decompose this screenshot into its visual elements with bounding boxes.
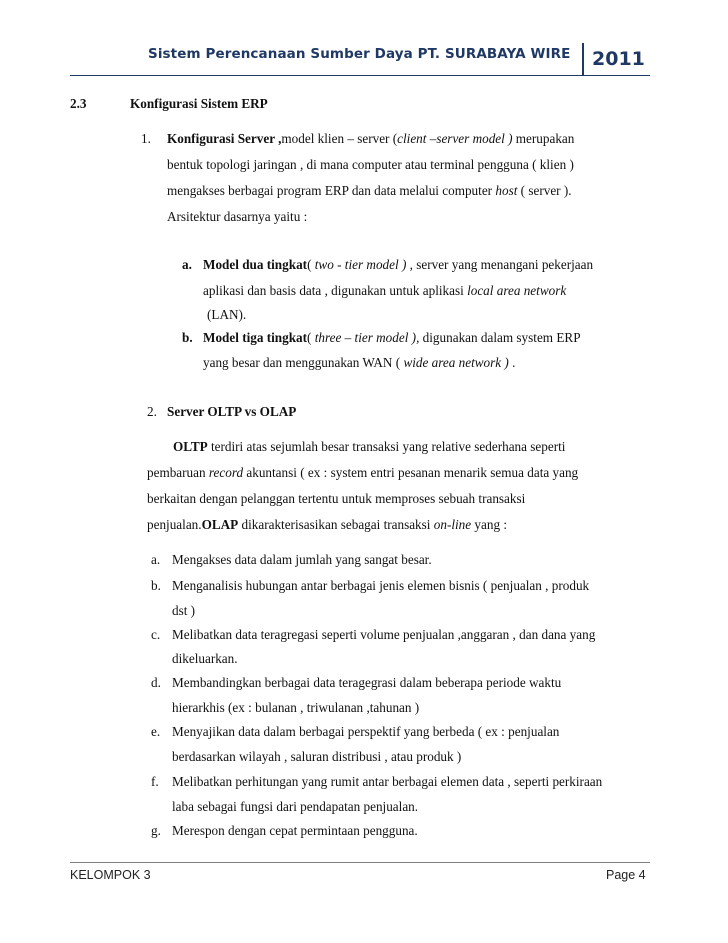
footer-group-label: KELOMPOK 3 [70,868,151,882]
olap-a-num: a. [151,552,161,567]
olap-b-line1: Menganalisis hubungan antar berbagai jenis elemen bisnis ( penjualan , produk [172,578,590,593]
item1-l3i: host [495,183,518,198]
item1-l3b: ( server ). [517,183,572,198]
item2-number: 2. [147,404,157,419]
item1b-l1a: ( [307,330,315,345]
olap-d-line1: Membandingkan berbagai data teragegrasi dalam beberapa periode waktu [172,675,562,690]
item2-p2b: akuntansi ( ex : system entri pesanan menarik semua data yang [243,465,579,480]
olap-c-line2: dikeluarkan. [172,651,238,666]
footer-divider [70,862,650,863]
olap-d-num: d. [151,675,161,690]
item2-para-line4 [147,517,507,533]
item2-para-line3: berkaitan dengan pelanggan tertentu untuk memproses sebuah transaksi [147,491,526,506]
item2-p2a: pembaruan [147,465,209,480]
item1a-l1i: two - tier model ) [314,257,407,272]
header-title: Sistem Perencanaan Sumber Daya PT. SURABAYA WIRE [148,46,571,62]
item1-line2: bentuk topologi jaringan , di mana computer atau terminal pengguna ( klien ) [167,157,574,172]
item2-para-line2 [147,465,643,481]
olap-f-line1: Melibatkan perhitungan yang rumit antar berbagai elemen data , seperti perkiraan [172,774,603,789]
item1a-l1a: ( [307,257,315,272]
item2-p2i: record [208,465,244,480]
item1-line3 [167,183,643,199]
olap-b-line2: dst ) [172,603,196,618]
item1b-l2a: yang besar dan menggunakan WAN ( [203,355,404,370]
item1b-line1 [203,330,643,346]
olap-c-line1: Melibatkan data teragregasi seperti volume penjualan ,anggaran , dan dana yang [172,627,596,642]
item1-line1 [167,131,643,147]
item2-olap-bold: OLAP [201,517,239,532]
item2-title: Server OLTP vs OLAP [167,404,297,419]
item1-l3a: mengakses berbagai program ERP dan data melalui computer [167,183,496,198]
item1a-l1b: , server yang menangani pekerjaan [406,257,594,272]
section-title: Konfigurasi Sistem ERP [130,96,268,111]
item1-l1i: client –server model ) [397,131,513,146]
item1b-bold: Model tiga tingkat [203,330,308,345]
header-year: 2011 [582,43,645,75]
item1b-number: b. [182,330,193,345]
olap-b-num: b. [151,578,161,593]
item1-line4: Arsitektur dasarnya yaitu : [167,209,308,224]
item1b-l1b: digunakan dalam system ERP [419,330,581,345]
item1-number: 1. [141,131,151,146]
item2-p4c: yang : [471,517,508,532]
item1a-line2 [203,283,643,299]
item1b-l1i: three – tier model ), [314,330,420,345]
item1a-number: a. [182,257,192,272]
footer-page-number: Page 4 [606,868,646,882]
item1a-line1 [203,257,643,273]
header-divider [70,75,650,76]
item1a-bold: Model dua tingkat [203,257,308,272]
item1a-line3: (LAN). [207,307,247,322]
item1-l1b: merupakan [512,131,575,146]
item1a-l2i: local area network [467,283,567,298]
olap-f-num: f. [151,774,159,789]
olap-d-line2: hierarkhis (ex : bulanan , triwulanan ,tahunan ) [172,700,420,715]
item2-oltp-bold: OLTP [173,439,208,454]
section-number: 2.3 [70,96,87,111]
item2-p4b: dikarakterisasikan sebagai transaksi [238,517,434,532]
item2-p1: terdiri atas sejumlah besar transaksi yang relative sederhana seperti [207,439,566,454]
olap-e-line2: berdasarkan wilayah , saluran distribusi , atau produk ) [172,749,462,764]
item1-l1a: model klien – server ( [281,131,398,146]
item1b-l2b: . [508,355,516,370]
item1b-l2i: wide area network ) [403,355,509,370]
item1b-line2 [203,355,515,371]
olap-e-num: e. [151,724,161,739]
item2-p4a: penjualan. [147,517,202,532]
item1-bold: Konfigurasi Server , [167,131,282,146]
item2-p4i: on-line [433,517,472,532]
item1a-l2a: aplikasi dan basis data , digunakan untuk aplikasi [203,283,468,298]
item2-para-line1 [173,439,643,455]
olap-c-num: c. [151,627,161,642]
olap-a-line1: Mengakses data dalam jumlah yang sangat besar. [172,552,432,567]
olap-f-line2: laba sebagai fungsi dari pendapatan penjualan. [172,799,419,814]
olap-g-num: g. [151,823,161,838]
olap-e-line1: Menyajikan data dalam berbagai perspektif yang berbeda ( ex : penjualan [172,724,560,739]
olap-g-line1: Merespon dengan cepat permintaan pengguna. [172,823,418,838]
